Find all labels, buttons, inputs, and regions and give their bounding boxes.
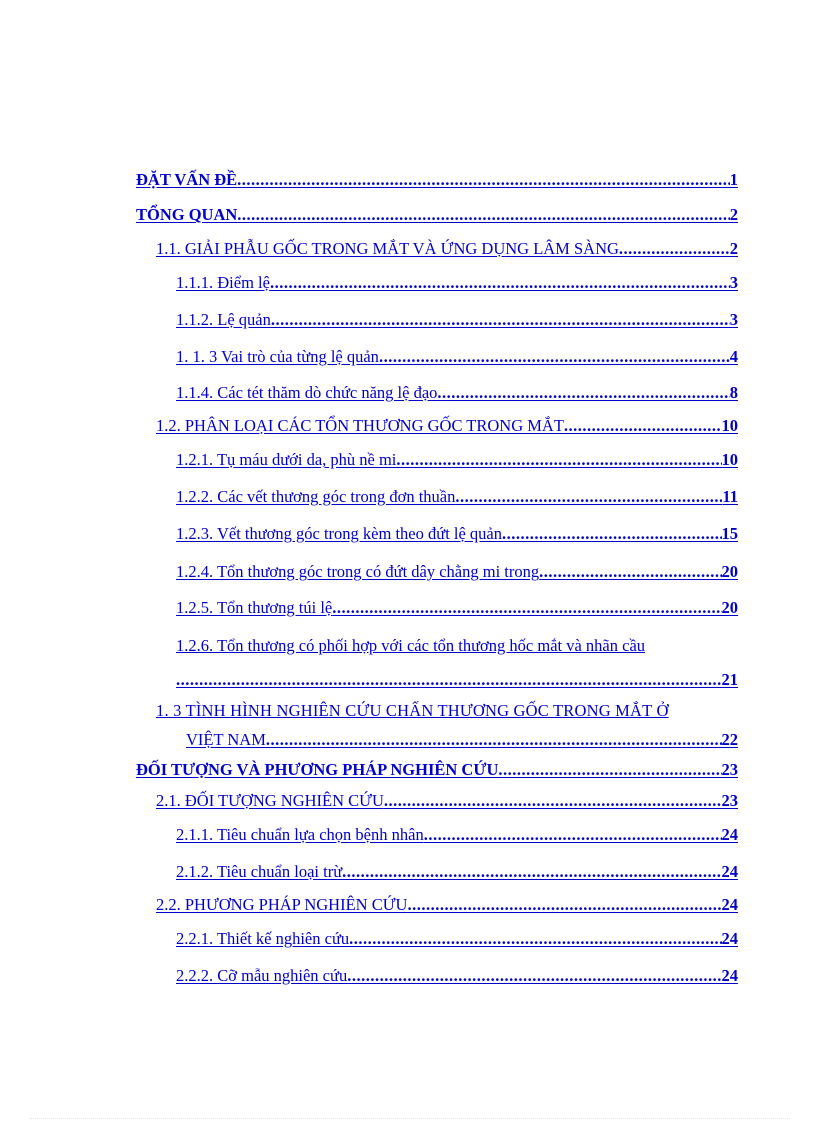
- toc-leader-dots: [424, 825, 722, 845]
- toc-page-number: 3: [729, 310, 738, 329]
- toc-entry-doi-tuong[interactable]: [136, 760, 738, 780]
- toc-leader-dots: [455, 487, 722, 507]
- toc-entry-title: 1.1. GIẢI PHẪU GỐC TRONG MẮT VÀ ỨNG DỤNG LÂM SÀNG: [156, 239, 619, 258]
- toc-page-number: 3: [729, 273, 738, 292]
- toc-leader-dots: [564, 416, 722, 436]
- toc-page-number: 24: [721, 929, 738, 948]
- toc-entry-title: TỔNG QUAN: [136, 205, 238, 224]
- toc-leader-dots: [498, 760, 721, 780]
- toc-entry-1-1[interactable]: [156, 239, 738, 259]
- toc-entry-1-2-4[interactable]: [176, 562, 738, 582]
- toc-page-number: 24: [721, 966, 738, 985]
- toc-entry-title: 1.1.2. Lệ quản: [176, 310, 271, 329]
- toc-entry-title: ĐỐI TƯỢNG VÀ PHƯƠNG PHÁP NGHIÊN CỨU: [136, 760, 499, 779]
- toc-entry-1-1-3[interactable]: [176, 347, 738, 367]
- toc-leader-dots: [270, 273, 730, 293]
- toc-leader-dots: [332, 598, 721, 618]
- toc-entry-1-2-2[interactable]: [176, 487, 738, 507]
- toc-page-number: 1: [729, 170, 738, 189]
- toc-entry-dat-van-de[interactable]: [136, 170, 738, 190]
- toc-page-number: 2: [729, 205, 738, 224]
- toc-leader-dots: [384, 791, 722, 811]
- page-bottom-divider: [30, 1118, 790, 1119]
- toc-entry-title: 1.2.1. Tụ máu dưới da, phù nề mi: [176, 450, 397, 469]
- toc-entry-title: 2.2.2. Cỡ mẫu nghiên cứu: [176, 966, 348, 985]
- toc-entry-2-2-1[interactable]: [176, 929, 738, 949]
- toc-entry-2-1[interactable]: [156, 791, 738, 811]
- toc-page-number: 24: [721, 862, 738, 881]
- toc-entry-title: 2.2. PHƯƠNG PHÁP NGHIÊN CỨU: [156, 895, 408, 914]
- toc-leader-dots: [396, 450, 721, 470]
- toc-leader-dots: [539, 562, 721, 582]
- toc-entry-title: 1. 1. 3 Vai trò của từng lệ quản: [176, 347, 379, 366]
- toc-leader-dots: [237, 205, 729, 225]
- toc-entry-1-2-1[interactable]: [176, 450, 738, 470]
- toc-entry-title: 1.1.1. Điểm lệ: [176, 273, 270, 292]
- toc-page-number: 24: [721, 825, 738, 844]
- toc-page-number: 20: [721, 598, 738, 617]
- toc-entry-title: 1.2. PHÂN LOẠI CÁC TỔN THƯƠNG GỐC TRONG MẮT: [156, 416, 564, 435]
- toc-leader-dots: [407, 895, 721, 915]
- toc-page-number: 21: [721, 670, 738, 689]
- toc-leader-dots: [619, 239, 730, 259]
- toc-page-number: 10: [721, 450, 738, 469]
- toc-entry-title: 2.1. ĐỐI TƯỢNG NGHIÊN CỨU: [156, 791, 384, 810]
- toc-entry-title: 1.2.6. Tổn thương có phối hợp với các tổn thương hốc mắt và nhãn cầu: [176, 636, 646, 655]
- toc-leader-dots: [342, 862, 721, 882]
- toc-entry-1-1-1[interactable]: [176, 273, 738, 293]
- toc-entry-2-1-2[interactable]: [176, 862, 738, 882]
- toc-entry-title: ĐẶT VẤN ĐỀ: [136, 170, 238, 189]
- toc-entry-2-1-1[interactable]: [176, 825, 738, 845]
- toc-leader-dots: [347, 966, 721, 986]
- toc-page-number: 11: [722, 487, 738, 506]
- toc-entry-title: 1.2.2. Các vết thương góc trong đơn thuần: [176, 487, 456, 506]
- toc-entry-title: 1. 3 TÌNH HÌNH NGHIÊN CỨU CHẤN THƯƠNG GỐC TRONG MẮT Ở: [156, 701, 669, 720]
- toc-entry-tong-quan[interactable]: [136, 205, 738, 225]
- toc-page-number: 20: [721, 562, 738, 581]
- toc-entry-title: 2.1.2. Tiêu chuẩn loại trừ: [176, 862, 343, 881]
- toc-leader-dots: [237, 170, 730, 190]
- toc-entry-1-1-4[interactable]: [176, 383, 738, 403]
- toc-entry-title: 2.2.1. Thiết kế nghiên cứu: [176, 929, 350, 948]
- toc-page-number: 4: [729, 347, 738, 366]
- toc-entry-title: 1.2.3. Vết thương góc trong kèm theo đứt lệ quản: [176, 524, 503, 543]
- toc-page-number: 15: [721, 524, 738, 543]
- toc-entry-2-2-2[interactable]: [176, 966, 738, 986]
- toc-leader-dots: [176, 670, 722, 690]
- toc-entry-1-2-6[interactable]: [176, 670, 738, 690]
- toc-entry-title: 2.1.1. Tiêu chuẩn lựa chọn bệnh nhân: [176, 825, 424, 844]
- toc-leader-dots: [266, 730, 722, 750]
- toc-entry-1-3[interactable]: [186, 730, 738, 750]
- toc-page-number: 10: [721, 416, 738, 435]
- toc-page-number: 23: [721, 760, 738, 779]
- toc-page-number: 22: [721, 730, 738, 749]
- toc-entry-2-2[interactable]: [156, 895, 738, 915]
- toc-page-number: 2: [729, 239, 738, 258]
- toc-entry-title: 1.1.4. Các tét thăm dò chức năng lệ đạo: [176, 383, 438, 402]
- toc-entry-title: 1.2.4. Tổn thương góc trong có đứt dây chằng mi trong: [176, 562, 540, 581]
- toc-leader-dots: [379, 347, 730, 367]
- toc-page-number: 24: [721, 895, 738, 914]
- toc-leader-dots: [271, 310, 730, 330]
- toc-entry-1-2-6-title[interactable]: [176, 636, 645, 656]
- toc-entry-1-2-5[interactable]: [176, 598, 738, 618]
- toc-entry-1-1-2[interactable]: [176, 310, 738, 330]
- toc-entry-title-continued: VIỆT NAM: [186, 730, 266, 749]
- toc-entry-title: 1.2.5. Tổn thương túi lệ: [176, 598, 333, 617]
- toc-page-number: 23: [721, 791, 738, 810]
- toc-leader-dots: [437, 383, 729, 403]
- toc-entry-1-3-title[interactable]: [156, 701, 738, 721]
- toc-leader-dots: [502, 524, 721, 544]
- toc-entry-1-2-3[interactable]: [176, 524, 738, 544]
- toc-leader-dots: [349, 929, 721, 949]
- toc-page-number: 8: [729, 383, 738, 402]
- toc-entry-1-2[interactable]: [156, 416, 738, 436]
